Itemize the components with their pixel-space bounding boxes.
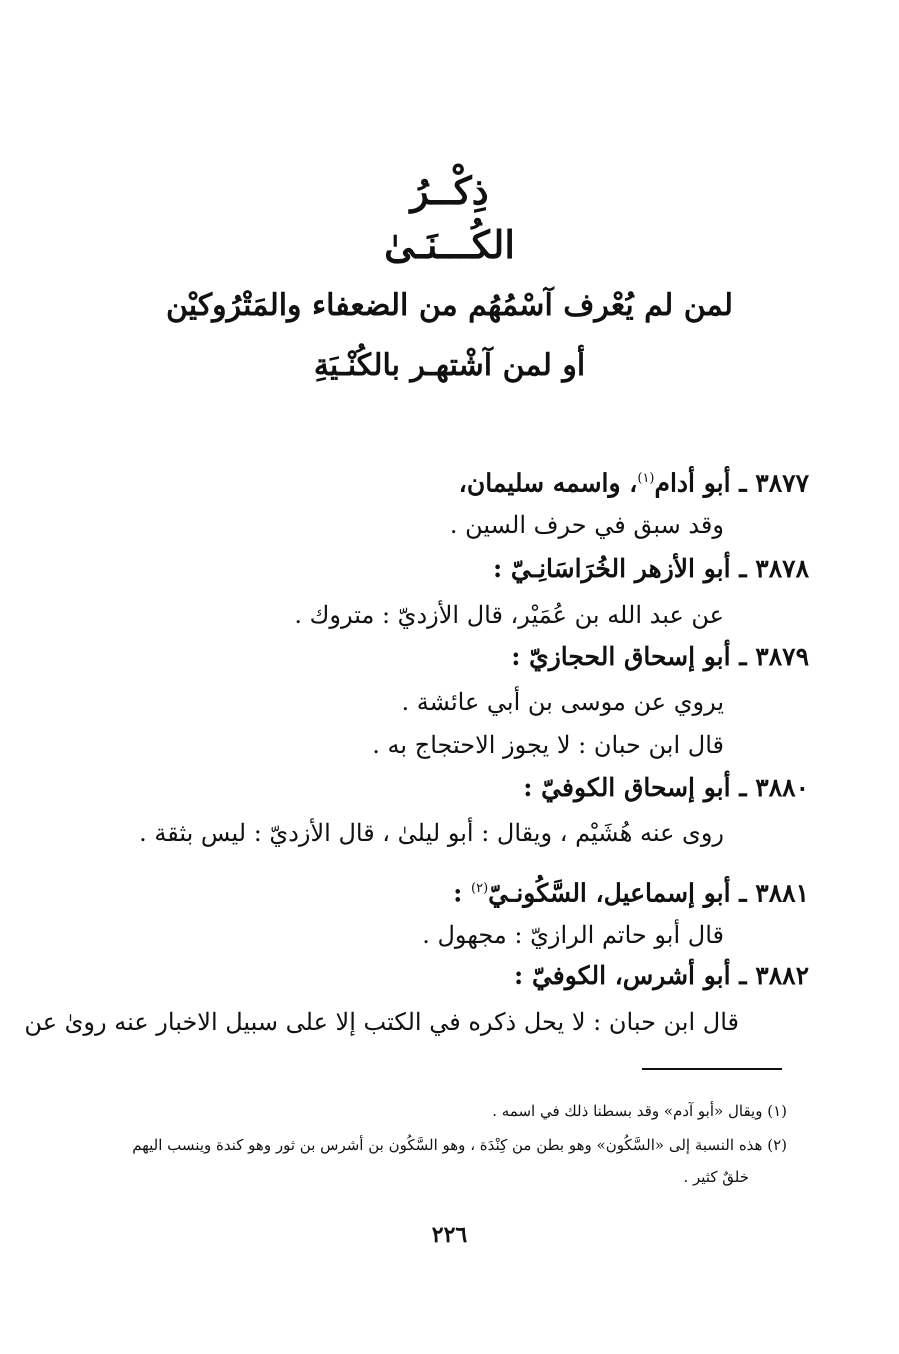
entry-number: ٣٨٧٩ xyxy=(755,642,809,671)
entry-title: ـ أبو إسحاق الكوفيّ : xyxy=(523,773,747,802)
page-number: ٢٢٦ xyxy=(431,1222,468,1248)
entry-number: ٣٨٨٠ xyxy=(755,773,809,802)
entry-title-rest: ، واسمه سليمان، xyxy=(458,468,638,498)
entry-title-rest: : xyxy=(453,878,472,908)
entry-3879-body-1: يروي عن موسى بن أبي عائشة . xyxy=(401,688,724,716)
entry-3879-body-2: قال ابن حبان : لا يجوز الاحتجاج به . xyxy=(372,731,724,759)
entry-number: ٣٨٨٢ xyxy=(755,961,809,990)
entry-title: ـ أبو إسماعيل، السَّكُونـيّ xyxy=(488,878,747,908)
footnote-separator xyxy=(642,1068,782,1070)
entry-3878-heading xyxy=(493,552,809,586)
entry-3881-body: قال أبو حاتم الرازيّ : مجهول . xyxy=(422,921,724,949)
footnote-mark: (٢) xyxy=(471,881,489,896)
entry-title: ـ أبو أشرس، الكوفيّ : xyxy=(514,961,747,990)
entry-title: ـ أبو الأزهر الخُرَاسَانِـيّ : xyxy=(492,554,747,583)
entry-3882-heading xyxy=(514,959,809,993)
entry-title: ـ أبو إسحاق الحجازيّ : xyxy=(511,642,747,671)
entry-number: ٣٨٧٧ xyxy=(755,468,809,498)
entry-3880-body: روى عنه هُشَيْم ، ويقال : أبو ليلىٰ ، قال الأزديّ : ليس بثقة . xyxy=(139,819,724,847)
footnote-1: (١) ويقال «أبو آدم» وقد بسطنا ذلك في اسمه . xyxy=(492,1102,787,1120)
section-heading-dhikr: ذِكْــرُ xyxy=(410,168,489,213)
section-heading-kuna: الكُـــنَـىٰ xyxy=(384,222,515,267)
footnote-2: (٢) هذه النسبة إلى «السَّكُون» وهو بطن من كِنْدَة ، وهو السَّكُون بن أشرس بن ثور وهو كندة وينسب اليهم xyxy=(132,1136,787,1154)
entry-title: ـ أبو أدام xyxy=(654,468,747,498)
entry-3877-body: وقد سبق في حرف السين . xyxy=(449,511,724,539)
entry-3877-heading xyxy=(459,462,809,500)
entry-3881-heading xyxy=(453,872,809,910)
entry-3878-body: عن عبد الله بن عُمَيْر، قال الأزديّ : متروك . xyxy=(294,601,724,629)
entry-number: ٣٨٨١ xyxy=(755,878,809,908)
footnote-mark: (١) xyxy=(637,471,655,486)
section-subheading-1: لمن لم يُعْرف آسْمُهُم من الضعفاء والمَتْرُوكيْن xyxy=(165,288,734,323)
entry-3880-heading xyxy=(523,771,809,805)
entry-3879-heading xyxy=(511,640,809,674)
footnote-2-continuation: خلقٌ كثير . xyxy=(683,1168,749,1186)
entry-3882-body: قال ابن حبان : لا يحل ذكره في الكتب إلا على سبيل الاخبار عنه روىٰ عن xyxy=(24,1008,739,1036)
section-subheading-2: أو لمن آشْتهـر بالكُنْـيَةِ xyxy=(313,348,586,383)
entry-number: ٣٨٧٨ xyxy=(755,554,809,583)
